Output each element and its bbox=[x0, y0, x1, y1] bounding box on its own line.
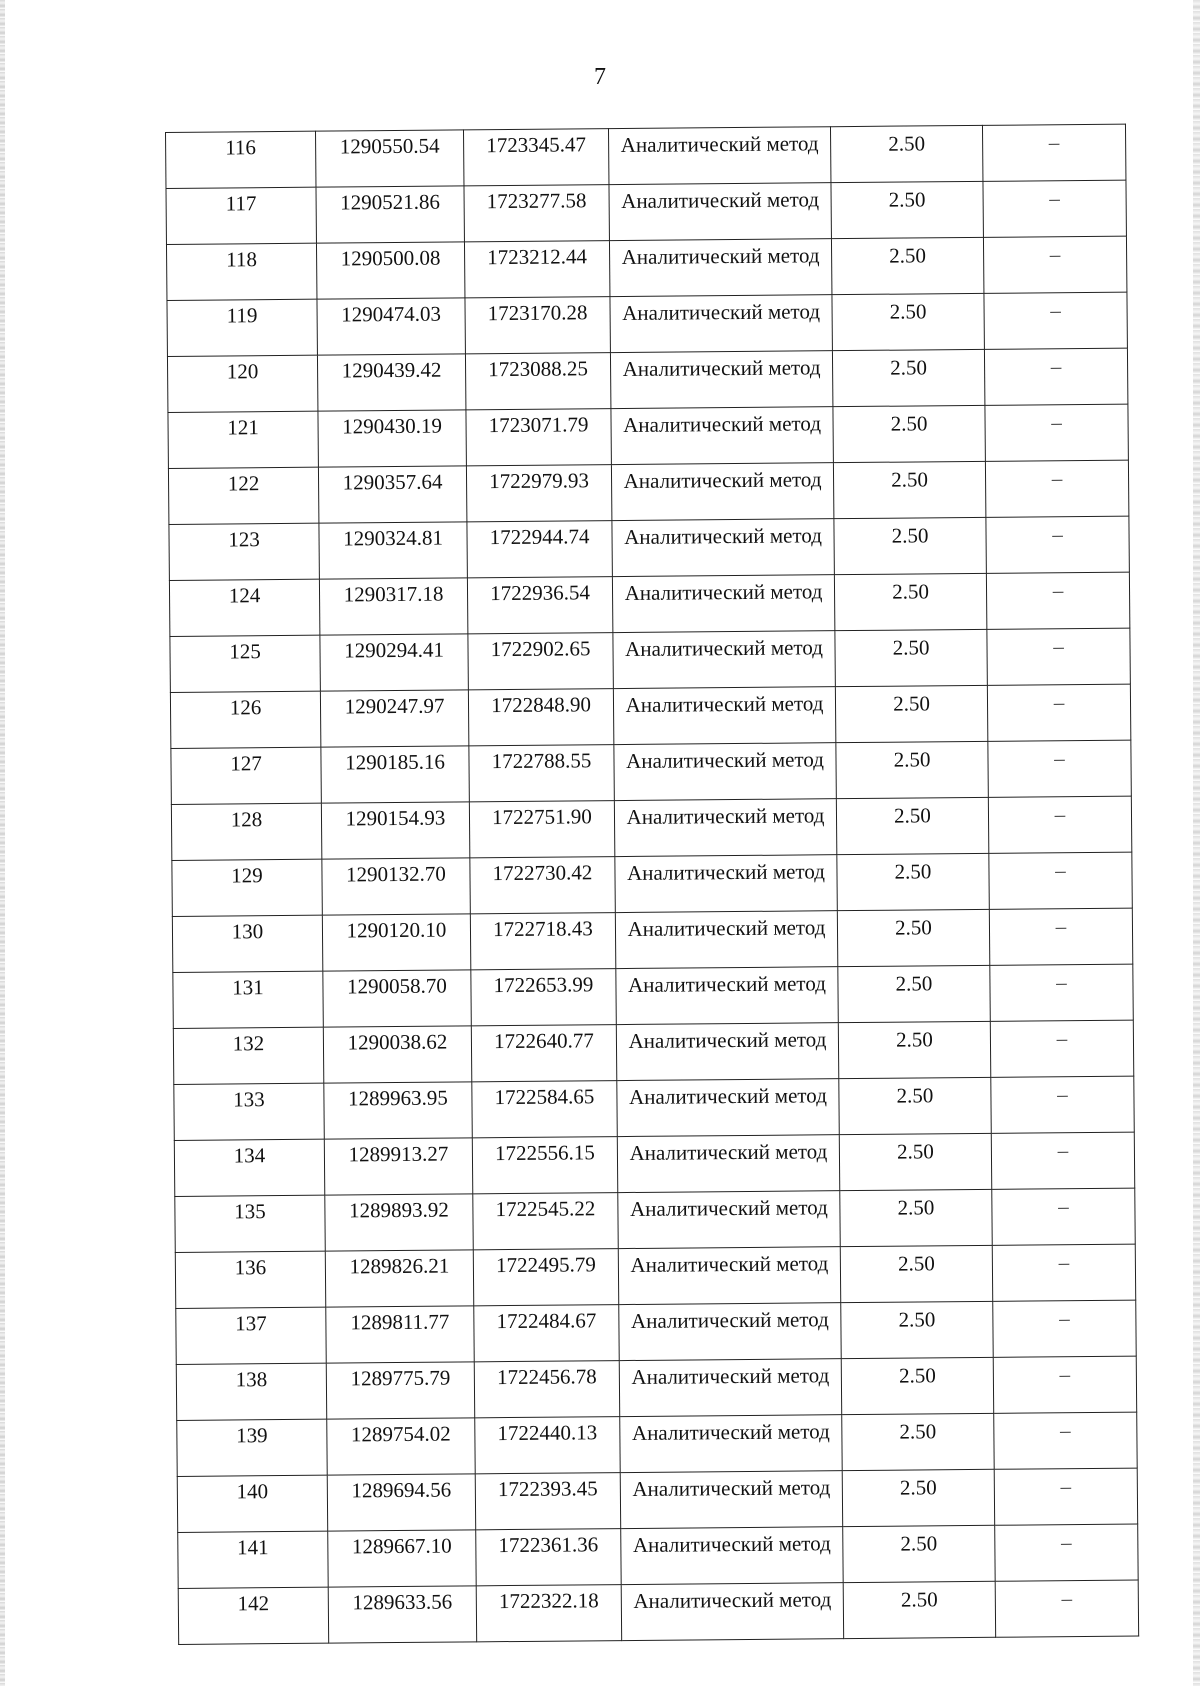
coordinate-x-cell: 1290324.81 bbox=[319, 522, 467, 579]
coordinate-y-cell: 1722556.15 bbox=[472, 1137, 617, 1194]
coordinate-x-cell: 1289811.77 bbox=[326, 1306, 474, 1363]
note-cell: – bbox=[986, 516, 1129, 573]
note-cell: – bbox=[989, 852, 1132, 909]
accuracy-cell: 2.50 bbox=[839, 1077, 991, 1134]
coordinate-y-cell: 1722640.77 bbox=[471, 1025, 616, 1082]
table-row bbox=[172, 908, 1132, 972]
method-cell: Аналитический метод bbox=[616, 967, 838, 1025]
table-body bbox=[166, 124, 1139, 1644]
accuracy-cell: 2.50 bbox=[838, 1021, 990, 1078]
point-number-cell: 136 bbox=[175, 1251, 325, 1308]
note-cell: – bbox=[994, 1468, 1137, 1525]
coordinate-y-cell: 1722979.93 bbox=[466, 465, 611, 522]
coordinate-y-cell: 1722936.54 bbox=[467, 577, 612, 634]
coordinate-x-cell: 1290120.10 bbox=[322, 914, 470, 971]
point-number-cell: 127 bbox=[171, 747, 321, 804]
method-cell: Аналитический метод bbox=[615, 855, 837, 913]
coordinate-x-cell: 1290357.64 bbox=[318, 466, 466, 523]
accuracy-cell: 2.50 bbox=[830, 125, 982, 182]
point-number-cell: 140 bbox=[177, 1475, 327, 1532]
table-row bbox=[178, 1524, 1138, 1588]
point-number-cell: 129 bbox=[172, 859, 322, 916]
method-cell: Аналитический метод bbox=[612, 519, 834, 577]
coordinate-x-cell: 1290132.70 bbox=[322, 858, 470, 915]
accuracy-cell: 2.50 bbox=[836, 797, 988, 854]
coordinate-y-cell: 1722440.13 bbox=[475, 1417, 620, 1474]
table-row bbox=[176, 1356, 1136, 1420]
coordinate-x-cell: 1289694.56 bbox=[327, 1474, 475, 1531]
coordinate-y-cell: 1722361.36 bbox=[476, 1529, 621, 1586]
note-cell: – bbox=[995, 1580, 1138, 1637]
method-cell: Аналитический метод bbox=[618, 1247, 840, 1305]
point-number-cell: 134 bbox=[174, 1139, 324, 1196]
table-row bbox=[172, 852, 1132, 916]
accuracy-cell: 2.50 bbox=[831, 181, 983, 238]
method-cell: Аналитический метод bbox=[619, 1359, 841, 1417]
method-cell: Аналитический метод bbox=[621, 1583, 843, 1641]
method-cell: Аналитический метод bbox=[616, 1023, 838, 1081]
coordinates-table bbox=[165, 124, 1139, 1645]
point-number-cell: 131 bbox=[173, 971, 323, 1028]
coordinate-x-cell: 1290294.41 bbox=[320, 634, 468, 691]
coordinate-x-cell: 1290500.08 bbox=[316, 242, 464, 299]
table-row bbox=[171, 796, 1131, 860]
method-cell: Аналитический метод bbox=[610, 295, 832, 353]
method-cell: Аналитический метод bbox=[618, 1191, 840, 1249]
accuracy-cell: 2.50 bbox=[843, 1581, 995, 1638]
coordinate-y-cell: 1722456.78 bbox=[474, 1361, 619, 1418]
point-number-cell: 137 bbox=[176, 1307, 326, 1364]
accuracy-cell: 2.50 bbox=[831, 237, 983, 294]
coordinate-x-cell: 1290474.03 bbox=[317, 298, 465, 355]
method-cell: Аналитический метод bbox=[620, 1471, 842, 1529]
coordinate-y-cell: 1722545.22 bbox=[473, 1193, 618, 1250]
coordinate-y-cell: 1722393.45 bbox=[475, 1473, 620, 1530]
method-cell: Аналитический метод bbox=[619, 1303, 841, 1361]
accuracy-cell: 2.50 bbox=[838, 965, 990, 1022]
accuracy-cell: 2.50 bbox=[834, 517, 986, 574]
note-cell: – bbox=[987, 628, 1130, 685]
method-cell: Аналитический метод bbox=[610, 351, 832, 409]
table-row bbox=[170, 628, 1130, 692]
coordinate-y-cell: 1723088.25 bbox=[465, 353, 610, 410]
table-row bbox=[166, 236, 1126, 300]
point-number-cell: 122 bbox=[168, 467, 318, 524]
point-number-cell: 130 bbox=[172, 915, 322, 972]
coordinate-x-cell: 1289754.02 bbox=[327, 1418, 475, 1475]
method-cell: Аналитический метод bbox=[617, 1079, 839, 1137]
note-cell: – bbox=[983, 180, 1126, 237]
coordinate-x-cell: 1289826.21 bbox=[325, 1250, 473, 1307]
note-cell: – bbox=[990, 1020, 1133, 1077]
page-number: 7 bbox=[594, 64, 606, 90]
method-cell: Аналитический метод bbox=[620, 1415, 842, 1473]
coordinate-x-cell: 1289667.10 bbox=[328, 1530, 476, 1587]
method-cell: Аналитический метод bbox=[612, 575, 834, 633]
accuracy-cell: 2.50 bbox=[833, 405, 985, 462]
coordinate-x-cell: 1289913.27 bbox=[324, 1138, 472, 1195]
note-cell: – bbox=[986, 572, 1129, 629]
accuracy-cell: 2.50 bbox=[832, 293, 984, 350]
note-cell: – bbox=[983, 236, 1126, 293]
point-number-cell: 138 bbox=[176, 1363, 326, 1420]
table-row bbox=[167, 292, 1127, 356]
accuracy-cell: 2.50 bbox=[832, 349, 984, 406]
coordinate-x-cell: 1290430.19 bbox=[318, 410, 466, 467]
note-cell: – bbox=[987, 684, 1130, 741]
point-number-cell: 125 bbox=[170, 635, 320, 692]
table-row bbox=[178, 1580, 1138, 1644]
coordinate-x-cell: 1290038.62 bbox=[323, 1026, 471, 1083]
coordinate-y-cell: 1722751.90 bbox=[469, 801, 614, 858]
table-row bbox=[174, 1076, 1134, 1140]
coordinate-x-cell: 1290550.54 bbox=[315, 130, 463, 187]
table-row bbox=[171, 740, 1131, 804]
note-cell: – bbox=[991, 1132, 1134, 1189]
accuracy-cell: 2.50 bbox=[835, 685, 987, 742]
method-cell: Аналитический метод bbox=[614, 799, 836, 857]
coordinate-x-cell: 1290185.16 bbox=[321, 746, 469, 803]
accuracy-cell: 2.50 bbox=[835, 629, 987, 686]
method-cell: Аналитический метод bbox=[613, 631, 835, 689]
method-cell: Аналитический метод bbox=[609, 239, 831, 297]
note-cell: – bbox=[988, 740, 1131, 797]
coordinate-y-cell: 1722584.65 bbox=[472, 1081, 617, 1138]
coordinate-y-cell: 1722788.55 bbox=[469, 745, 614, 802]
note-cell: – bbox=[985, 460, 1128, 517]
method-cell: Аналитический метод bbox=[614, 743, 836, 801]
coordinate-y-cell: 1722718.43 bbox=[470, 913, 615, 970]
coordinate-x-cell: 1289633.56 bbox=[328, 1586, 476, 1643]
coordinate-x-cell: 1290058.70 bbox=[323, 970, 471, 1027]
method-cell: Аналитический метод bbox=[608, 127, 830, 185]
note-cell: – bbox=[982, 124, 1125, 181]
table-row bbox=[169, 516, 1129, 580]
table-row bbox=[166, 124, 1126, 188]
coordinate-y-cell: 1722322.18 bbox=[476, 1585, 621, 1642]
coordinate-y-cell: 1722484.67 bbox=[474, 1305, 619, 1362]
note-cell: – bbox=[994, 1412, 1137, 1469]
point-number-cell: 142 bbox=[178, 1587, 328, 1644]
note-cell: – bbox=[985, 404, 1128, 461]
scan-edge-left bbox=[0, 0, 5, 1686]
coordinate-x-cell: 1290521.86 bbox=[316, 186, 464, 243]
table-row bbox=[176, 1300, 1136, 1364]
accuracy-cell: 2.50 bbox=[836, 741, 988, 798]
point-number-cell: 133 bbox=[174, 1083, 324, 1140]
table-row bbox=[173, 964, 1133, 1028]
table-row bbox=[173, 1020, 1133, 1084]
table-row bbox=[170, 684, 1130, 748]
note-cell: – bbox=[988, 796, 1131, 853]
coordinate-y-cell: 1722944.74 bbox=[467, 521, 612, 578]
table-row bbox=[166, 180, 1126, 244]
method-cell: Аналитический метод bbox=[613, 687, 835, 745]
point-number-cell: 118 bbox=[166, 243, 316, 300]
accuracy-cell: 2.50 bbox=[843, 1525, 995, 1582]
coordinate-y-cell: 1723170.28 bbox=[465, 297, 610, 354]
method-cell: Аналитический метод bbox=[617, 1135, 839, 1193]
coordinate-x-cell: 1289775.79 bbox=[326, 1362, 474, 1419]
note-cell: – bbox=[989, 908, 1132, 965]
table-row bbox=[174, 1132, 1134, 1196]
accuracy-cell: 2.50 bbox=[840, 1245, 992, 1302]
note-cell: – bbox=[992, 1244, 1135, 1301]
coordinate-x-cell: 1290154.93 bbox=[321, 802, 469, 859]
method-cell: Аналитический метод bbox=[611, 407, 833, 465]
table-row bbox=[169, 572, 1129, 636]
note-cell: – bbox=[984, 348, 1127, 405]
method-cell: Аналитический метод bbox=[615, 911, 837, 969]
point-number-cell: 135 bbox=[175, 1195, 325, 1252]
accuracy-cell: 2.50 bbox=[837, 909, 989, 966]
method-cell: Аналитический метод bbox=[611, 463, 833, 521]
coordinate-x-cell: 1289893.92 bbox=[325, 1194, 473, 1251]
coordinate-y-cell: 1723345.47 bbox=[463, 129, 608, 186]
point-number-cell: 132 bbox=[173, 1027, 323, 1084]
point-number-cell: 124 bbox=[169, 579, 319, 636]
note-cell: – bbox=[991, 1076, 1134, 1133]
accuracy-cell: 2.50 bbox=[833, 461, 985, 518]
table-row bbox=[175, 1244, 1135, 1308]
coordinate-y-cell: 1722902.65 bbox=[468, 633, 613, 690]
note-cell: – bbox=[992, 1188, 1135, 1245]
note-cell: – bbox=[984, 292, 1127, 349]
note-cell: – bbox=[995, 1524, 1138, 1581]
coordinate-x-cell: 1290317.18 bbox=[319, 578, 467, 635]
point-number-cell: 120 bbox=[167, 355, 317, 412]
method-cell: Аналитический метод bbox=[609, 183, 831, 241]
coordinate-y-cell: 1722848.90 bbox=[468, 689, 613, 746]
coordinate-y-cell: 1722653.99 bbox=[471, 969, 616, 1026]
accuracy-cell: 2.50 bbox=[834, 573, 986, 630]
table-row bbox=[175, 1188, 1135, 1252]
point-number-cell: 126 bbox=[170, 691, 320, 748]
table-row bbox=[168, 404, 1128, 468]
point-number-cell: 117 bbox=[166, 187, 316, 244]
note-cell: – bbox=[993, 1300, 1136, 1357]
table-row bbox=[177, 1412, 1137, 1476]
coordinate-x-cell: 1289963.95 bbox=[324, 1082, 472, 1139]
accuracy-cell: 2.50 bbox=[841, 1357, 993, 1414]
table-row bbox=[167, 348, 1127, 412]
note-cell: – bbox=[993, 1356, 1136, 1413]
coordinate-x-cell: 1290439.42 bbox=[317, 354, 465, 411]
coordinate-y-cell: 1722495.79 bbox=[473, 1249, 618, 1306]
coordinate-y-cell: 1722730.42 bbox=[470, 857, 615, 914]
accuracy-cell: 2.50 bbox=[837, 853, 989, 910]
coordinate-x-cell: 1290247.97 bbox=[320, 690, 468, 747]
table-row bbox=[177, 1468, 1137, 1532]
method-cell: Аналитический метод bbox=[621, 1527, 843, 1585]
coordinate-y-cell: 1723071.79 bbox=[466, 409, 611, 466]
scan-edge-right bbox=[1193, 0, 1200, 1686]
point-number-cell: 121 bbox=[168, 411, 318, 468]
accuracy-cell: 2.50 bbox=[842, 1469, 994, 1526]
table-row bbox=[168, 460, 1128, 524]
point-number-cell: 128 bbox=[171, 803, 321, 860]
accuracy-cell: 2.50 bbox=[840, 1189, 992, 1246]
accuracy-cell: 2.50 bbox=[842, 1413, 994, 1470]
point-number-cell: 119 bbox=[167, 299, 317, 356]
note-cell: – bbox=[990, 964, 1133, 1021]
coordinate-y-cell: 1723277.58 bbox=[464, 185, 609, 242]
point-number-cell: 123 bbox=[169, 523, 319, 580]
coordinate-y-cell: 1723212.44 bbox=[464, 241, 609, 298]
point-number-cell: 141 bbox=[178, 1531, 328, 1588]
accuracy-cell: 2.50 bbox=[839, 1133, 991, 1190]
point-number-cell: 139 bbox=[177, 1419, 327, 1476]
accuracy-cell: 2.50 bbox=[841, 1301, 993, 1358]
point-number-cell: 116 bbox=[166, 131, 316, 188]
